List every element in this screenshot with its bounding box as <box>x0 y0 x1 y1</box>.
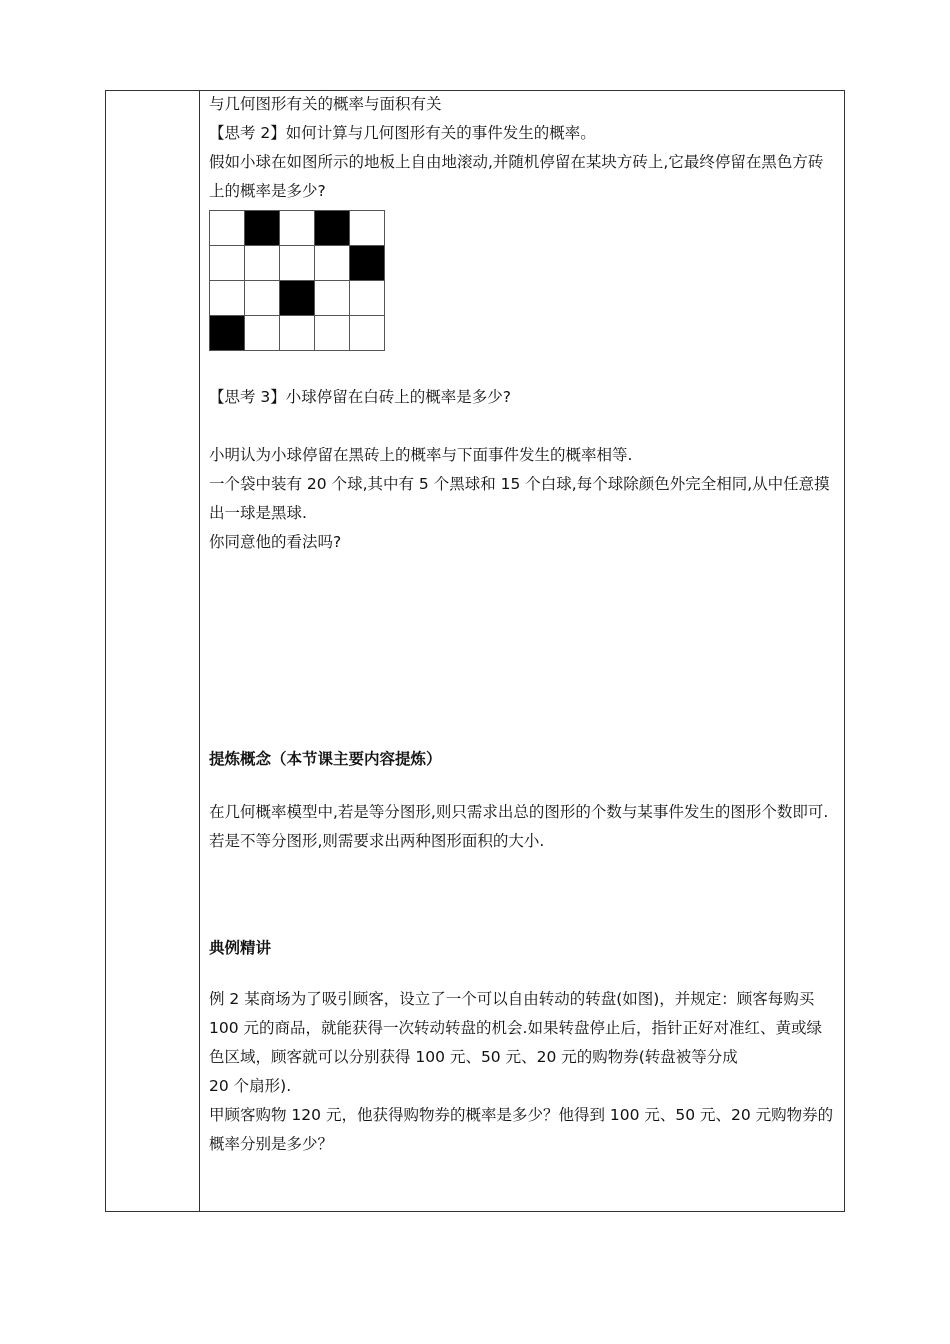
think-2: 【思考 2】如何计算与几何图形有关的事件发生的概率。 <box>209 124 596 142</box>
example-heading: 典例精讲 <box>209 939 272 957</box>
example-text-3: 甲顾客购物 120 元，他获得购物券的概率是多少？他得到 100 元、50 元、20 元购物券的概率分别是多少？ <box>209 1106 834 1153</box>
example-text-2: 20 个扇形). <box>209 1077 292 1095</box>
column-divider <box>199 90 200 1212</box>
xiaoming-line-2: 一个袋中装有 20 个球,其中有 5 个黑球和 15 个白球,每个球除颜色外完全相同,从中任意摸出一球是黑球. <box>209 475 830 522</box>
tile-floor-figure <box>209 210 385 351</box>
xiaoming-line-3: 你同意他的看法吗? <box>209 533 342 551</box>
concept-heading: 提炼概念（本节课主要内容提炼） <box>209 750 442 768</box>
xiaoming-line-1: 小明认为小球停留在黑砖上的概率与下面事件发生的概率相等. <box>209 446 633 464</box>
content-cell <box>209 90 837 1159</box>
question-text: 假如小球在如图所示的地板上自由地滚动,并随机停留在某块方砖上,它最终停留在黑色方砖上的概率是多少? <box>209 153 824 200</box>
example-text-1: 例 2 某商场为了吸引顾客，设立了一个可以自由转动的转盘(如图)，并规定：顾客每购买 100 元的商品，就能获得一次转动转盘的机会.如果转盘停止后，指针正好对准红、黄或绿色区域，顾客就可以分别获得 100 元、50 元、20 元的购物券(转盘被等分成 <box>209 990 822 1066</box>
think-3: 【思考 3】小球停留在白砖上的概率是多少? <box>209 388 512 406</box>
text-line: 与几何图形有关的概率与面积有关 <box>209 95 442 113</box>
concept-body: 在几何概率模型中,若是等分图形,则只需求出总的图形的个数与某事件发生的图形个数即可.若是不等分图形,则需要求出两种图形面积的大小. <box>209 803 829 850</box>
